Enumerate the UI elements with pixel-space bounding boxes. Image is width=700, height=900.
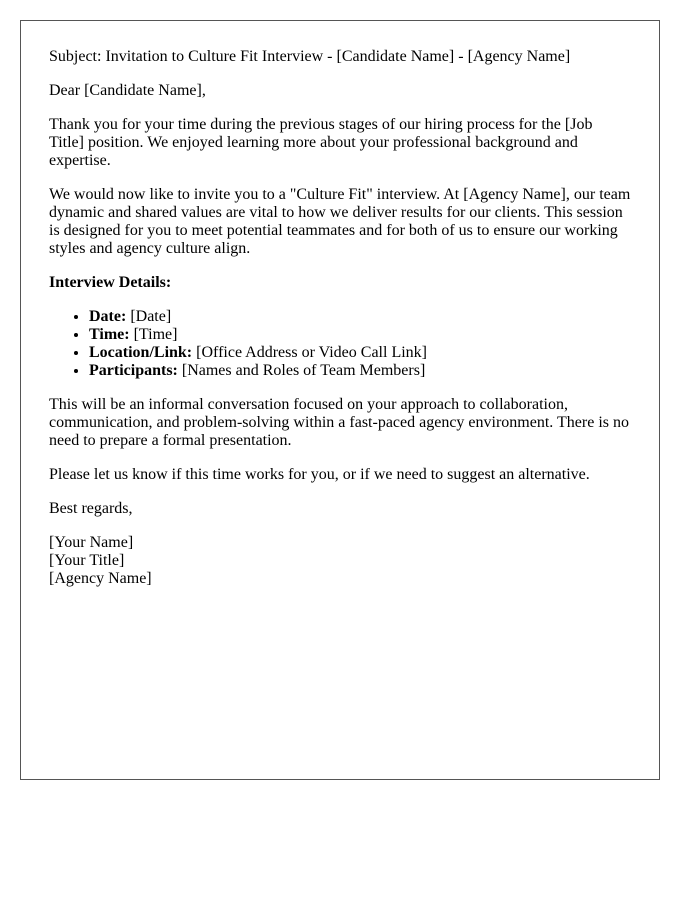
detail-label: Participants: <box>89 362 178 379</box>
request-paragraph: Please let us know if this time works for you, or if we need to suggest an alternative. <box>49 466 590 483</box>
signature-agency: [Agency Name] <box>49 570 152 587</box>
format-paragraph: This will be an informal conversation focused on your approach to collaboration, communication, and problem-solving within a fast-paced agency environment. There is no need to prepare a formal presentation. <box>49 396 629 449</box>
detail-value: [Office Address or Video Call Link] <box>192 344 427 361</box>
detail-label: Time: <box>89 326 130 343</box>
signature-block <box>49 534 631 588</box>
greeting: Dear [Candidate Name], <box>49 82 206 99</box>
interview-details-heading: Interview Details: <box>49 274 172 291</box>
interview-details-list <box>49 308 631 380</box>
letter-container <box>20 20 660 780</box>
detail-label: Location/Link: <box>89 344 193 361</box>
detail-value: [Time] <box>129 326 178 343</box>
subject-line: Subject: Invitation to Culture Fit Interview - [Candidate Name] - [Agency Name] <box>49 48 571 65</box>
detail-item-participants <box>89 362 631 380</box>
detail-label: Date: <box>89 308 127 325</box>
intro-paragraph: Thank you for your time during the previous stages of our hiring process for the [Job Title] position. We enjoyed learning more about your professional background and expertise. <box>49 116 593 169</box>
closing: Best regards, <box>49 500 133 517</box>
signature-title: [Your Title] <box>49 552 125 569</box>
detail-item-time <box>89 326 631 344</box>
detail-value: [Names and Roles of Team Members] <box>177 362 426 379</box>
signature-name: [Your Name] <box>49 534 134 551</box>
detail-item-location <box>89 344 631 362</box>
invitation-paragraph: We would now like to invite you to a "Culture Fit" interview. At [Agency Name], our team dynamic and shared values are vital to how we deliver results for our clients. This session is designed for you to meet potential teammates and for both of us to ensure our working styles and agency culture align. <box>49 186 631 257</box>
detail-item-date <box>89 308 631 326</box>
detail-value: [Date] <box>126 308 172 325</box>
